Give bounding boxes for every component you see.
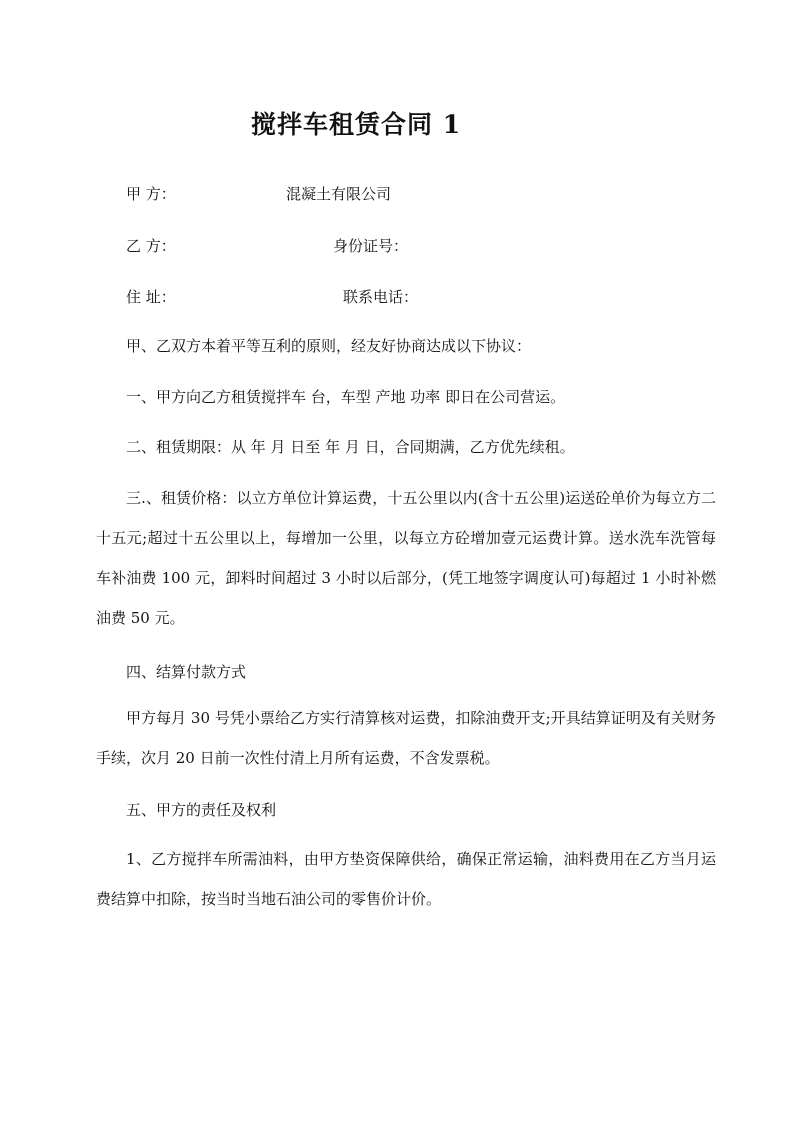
clause-5-heading: 五、甲方的责任及权利: [126, 801, 277, 819]
clause-5-item-1: 1、乙方搅拌车所需油料，由甲方垫资保障供给，确保正常运输，油料费用在乙方当月运费结算中扣除，按当时当地石油公司的零售价计价。: [96, 850, 716, 908]
clause-2: 二、租赁期限：从 年 月 日至 年 月 日，合同期满，乙方优先续租。: [126, 438, 575, 456]
clause-4-body: 甲方每月 30 号凭小票给乙方实行清算核对运费，扣除油费开支;开具结算证明及有关财务手续，次月 20 日前一次性付清上月所有运费，不含发票税。: [96, 709, 716, 767]
intro-text: 甲、乙双方本着平等互利的原则，经友好协商达成以下协议：: [126, 337, 532, 355]
party-a-label: 甲 方：: [126, 185, 176, 203]
party-b-label: 乙 方：: [126, 237, 176, 255]
clause-1: 一、甲方向乙方租赁搅拌车 台，车型 产地 功率 即日在公司营运。: [126, 388, 566, 406]
phone-label: 联系电话：: [343, 288, 419, 306]
document-title: 搅拌车租赁合同 1: [251, 110, 462, 139]
address-label: 住 址：: [126, 288, 176, 306]
party-a-value: 混凝土有限公司: [286, 185, 392, 203]
clause-3: 三.、租赁价格：以立方单位计算运费，十五公里以内(含十五公里)运送砼单价为每立方二十五元;超过十五公里以上，每增加一公里，以每立方砼增加壹元运费计算。送水洗车洗管每车补油费 100 元，卸料时间超过 3 小时以后部分，(凭工地签字调度认可)每超过 1 小时补燃油费 50 元。: [96, 489, 716, 627]
clause-4-heading: 四、结算付款方式: [126, 663, 247, 681]
id-number-label: 身份证号：: [333, 237, 409, 255]
